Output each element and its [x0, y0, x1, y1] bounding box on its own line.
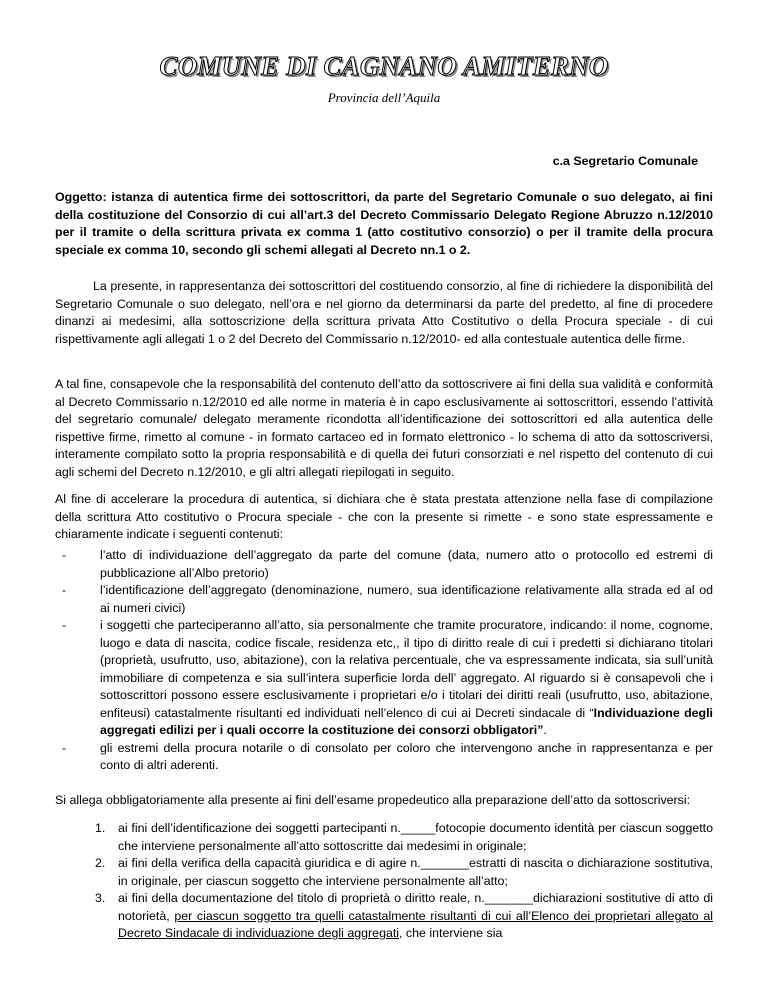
dash-bullet: - — [62, 548, 67, 562]
blank-field[interactable]: _______ — [484, 891, 533, 905]
list-item: - gli estremi della procura notarile o di consolato per coloro che intervengono anche in rappresentanza e per conto di altri aderenti. — [62, 740, 713, 772]
paragraph-contents: Al fine di accelerare la procedura di autentica, si dichiara che è stata prestata attenzione nella fase di compilazione della scrittura Atto costitutivo o Procura speciale - che con la presente si rimette - e sono state espressamente e chiaramente indicate i seguenti contenuti: — [55, 492, 713, 541]
dash-bullet: - — [62, 618, 67, 632]
list-item: - l’identificazione dell’aggregato (denominazione, numero, sua identificazione relativamente alla strada ed al od ai numeri civici) — [62, 583, 713, 615]
paragraph-request: La presente, in rappresentanza dei sottoscrittori del costituendo consorzio, al fine di richiedere la disponibilità del Segretario Comunale o suo delegato, nell’ora e nel giorno da determinarsi da parte del predetto, al fine di procedere dinanzi ai medesimi, alla sottoscrizione della scrittura privata Atto Costitutivo o della Procura speciale - di cui rispettivamente agli allegati 1 o 2 del Decreto del Commissario n.12/2010- ed alla contestuale autentica delle firme. — [55, 279, 713, 346]
paragraph-attachments: Si allega obbligatoriamente alla presente ai fini dell’esame propedeutico alla preparazione dell’atto da sottoscriversi: — [55, 793, 691, 807]
decree-title: Individuazione degli aggregati edilizi per i quali occorre la costituzione dei consorzi obbligatori” — [100, 705, 713, 737]
dash-bullet: - — [62, 740, 67, 755]
list-item: - l’atto di individuazione dell’aggregato da parte del comune (data, numero atto o protocollo ed estremi di pubblicazione all’Albo pretorio) — [62, 548, 713, 580]
list-item: 2. ai fini della verifica della capacità giuridica e di agire n._______estratti di nascita o dichiarazione sostitutiva, in originale, per ciascun soggetto che interviene personalmente all’atto; — [95, 856, 713, 888]
list-item: - i soggetti che parteciperanno all’atto, sia personalmente che tramite procuratore, indicando: il nome, cognome, luogo e data di nascita, codice fiscale, residenza etc,, il tipo di diritto reale di cui i predetti si dichiarano titolari (proprietà, usufrutto, uso, abitazione), con la relativa percentuale, che va espressamente indicata, sia sull’unità immobiliare di competenza e sia sull’intera superficie lorda dell’ aggregato. Al riguardo si è consapevoli che i sottoscrittori possono essere esclusivamente i proprietari e/o i titolari dei diritti reali (usufrutto, uso, abitazione, enfiteusi) catastalmente risultanti ed individuati nell’elenco di cui ai Decreti sindacale di “Individuazione degli aggregati edilizi per i quali occorre la costituzione dei consorzi obbligatori”. — [62, 618, 713, 737]
municipality-title: COMUNE DI CAGNANO AMITERNO — [159, 51, 609, 81]
province-subtitle: Provincia dell’Aquila — [327, 90, 441, 105]
subject-paragraph: Oggetto: istanza di autentica firme dei sottoscrittori, da parte del Segretario Comunale o suo delegato, ai fini della costituzione del Consorzio di cui all’art.3 del Decreto Commissario Delegato Regione Abruzzo n.12/2010 per il tramite o della scrittura privata ex comma 1 (atto costitutivo consorzio) o per il tramite della procura speciale ex comma 10, secondo gli schemi allegati al Decreto nn.1 o 2. — [55, 190, 713, 257]
attachments-list — [95, 820, 713, 943]
dash-bullet: - — [62, 583, 67, 597]
blank-field[interactable]: _____ — [400, 821, 436, 835]
blank-field[interactable]: _______ — [420, 856, 469, 870]
paragraph-responsibility: A tal fine, consapevole che la responsabilità del contenuto dell’atto da sottoscrivere ai fini della sua validità e conformità al Decreto Commissario n.12/2010 ed alle norme in materia è in capo esclusivamente ai sottoscrittori, essendo l’attività del segretario comunale/ delegato meramente ricondotta all’identificazione dei sottoscrittori ed alla autentica delle rispettive firme, rimetto al comune - in formato cartaceo ed in formato elettronico - lo schema di atto da sottoscriversi, interamente compilato sotto la propria responsabilità e di quella dei futuri consorziati e nel rispetto del contenuto di cui agli schemi del Decreto n.12/2010, e gli altri allegati riepilogati in seguito. — [55, 377, 713, 479]
list-item: 3. ai fini della documentazione del titolo di proprietà o diritto reale, n._______dichiarazioni sostitutive di atto di notorietà, per ciascun soggetto tra quelli catastalmente risultanti di cui all’Elenco dei proprietari allegato al Decreto Sindacale di individuazione degli aggregati, che interviene sia — [95, 891, 713, 940]
underlined-clause: per ciascun soggetto tra quelli catastalmente risultanti di cui all’Elenco dei proprietari allegato al Decreto Sindacale di individuazione degli aggregati — [118, 908, 713, 940]
addressee: c.a Segretario Comunale — [552, 154, 698, 168]
list-item: 1. ai fini dell’identificazione dei soggetti partecipanti n._____fotocopie documento identità per ciascun soggetto che interviene personalmente all’atto sottoscritte dai medesimi in originale; — [95, 821, 714, 853]
contents-list — [55, 547, 713, 775]
